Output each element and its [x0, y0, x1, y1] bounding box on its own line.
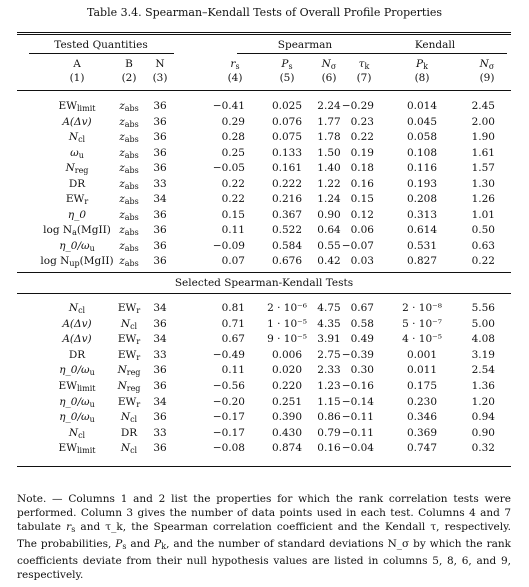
table-caption: Table 3.4. Spearman–Kendall Tests of Overall Profile Properties — [86, 6, 443, 19]
cell-kendall-tau: 0.67 — [350, 302, 374, 314]
cell-kendall-tau: 0.18 — [350, 162, 374, 174]
cell-quantity-a: A(Δv) — [62, 333, 92, 346]
cell-quantity-a: $N_{cl}$ — [68, 302, 86, 315]
cell-kendall-nsigma: 4.08 — [471, 333, 495, 346]
cell-kendall-p: 0.175 — [406, 380, 438, 392]
cell-n: 34 — [153, 302, 167, 314]
cell-n: 36 — [153, 100, 167, 112]
cell-spearman-r: 0.25 — [221, 146, 245, 159]
column-number-4: (4) — [227, 72, 243, 84]
top-rule — [17, 32, 511, 33]
cell-kendall-nsigma: 5.00 — [471, 317, 495, 330]
cell-kendall-tau: 0.16 — [350, 177, 374, 190]
cell-n: 33 — [153, 348, 167, 361]
cell-n: 34 — [153, 193, 167, 205]
cell-quantity-a: $EW_{limit}$ — [58, 442, 96, 456]
cell-kendall-p: 0.230 — [406, 395, 438, 408]
cell-kendall-p: 0.747 — [406, 442, 438, 455]
cell-kendall-p: 0.827 — [406, 255, 438, 267]
group-kendall: Kendall — [414, 39, 456, 51]
group-underline-kendall — [362, 53, 507, 54]
cell-spearman-nsigma: 0.86 — [317, 411, 341, 424]
cell-spearman-nsigma: 0.79 — [317, 426, 341, 439]
cell-n: 36 — [153, 442, 167, 455]
cell-quantity-b: $EW_r$ — [117, 395, 141, 409]
cell-spearman-r: 0.67 — [221, 333, 245, 346]
cell-n: 36 — [153, 411, 167, 424]
cell-quantity-a: $EW_{limit}$ — [58, 380, 96, 393]
cell-spearman-r: 0.22 — [221, 177, 245, 190]
cell-kendall-p: 0.614 — [406, 224, 438, 236]
cell-spearman-p: 0.430 — [271, 426, 303, 439]
cell-kendall-nsigma: 0.50 — [471, 224, 495, 236]
cell-quantity-b: $z_{abs}$ — [119, 177, 139, 191]
cell-kendall-tau: 0.15 — [350, 193, 374, 205]
cell-spearman-r: −0.49 — [212, 348, 245, 361]
cell-spearman-p: 0.367 — [271, 208, 303, 221]
cell-kendall-tau: 0.22 — [350, 131, 374, 143]
cell-spearman-nsigma: 3.91 — [317, 333, 341, 346]
cell-kendall-p: 0.108 — [406, 146, 438, 159]
cell-spearman-r: 0.28 — [221, 131, 245, 143]
cell-spearman-p: 9 · 10⁻⁵ — [267, 333, 307, 346]
cell-kendall-tau: 0.58 — [350, 317, 374, 330]
table-note: Note. — Columns 1 and 2 list the properties for which the rank correlation tests were performed. Column 3 gives the number of data points used in each test. Columns 4 and 7 tabulate $r_s$ and τ_k, the Spearman correlation coefficient and the Kendall τ, respectively. The probabilities, $P_s$ and $P_k$, and the number of standard deviations N_σ by which the rank coefficients deviate from their null hypothesis values are listed in columns 5, 8, 6, and 9, respectively. — [17, 493, 512, 581]
cell-quantity-b: $z_{abs}$ — [119, 162, 139, 175]
cell-spearman-r: 0.11 — [221, 364, 245, 377]
cell-spearman-p: 0.390 — [271, 411, 303, 424]
cell-quantity-a: $\eta\_0/\omega_u$ — [59, 411, 95, 425]
cell-kendall-tau: −0.14 — [341, 395, 374, 408]
cell-quantity-b: $EW_r$ — [117, 333, 141, 347]
cell-quantity-a: $N_{cl}$ — [68, 426, 86, 440]
cell-quantity-b: $z_{abs}$ — [119, 100, 139, 113]
cell-spearman-nsigma: 1.24 — [317, 193, 341, 205]
cell-n: 36 — [153, 131, 167, 143]
cell-spearman-nsigma: 1.15 — [317, 395, 341, 408]
cell-spearman-p: 0.874 — [271, 442, 303, 455]
header-rule — [17, 90, 511, 91]
cell-quantity-b: $N_{reg}$ — [117, 380, 141, 393]
cell-kendall-nsigma: 1.26 — [471, 193, 495, 205]
cell-quantity-a: DR — [68, 177, 86, 190]
cell-kendall-nsigma: 2.54 — [471, 364, 495, 377]
column-number-5: (5) — [279, 72, 295, 84]
cell-spearman-r: 0.07 — [221, 255, 245, 267]
cell-spearman-nsigma: 0.55 — [317, 239, 341, 252]
cell-spearman-nsigma: 0.64 — [317, 224, 341, 236]
cell-spearman-r: −0.41 — [212, 100, 245, 112]
cell-kendall-nsigma: 5.56 — [471, 302, 495, 314]
cell-spearman-nsigma: 1.40 — [317, 162, 341, 174]
cell-kendall-p: 0.346 — [406, 411, 438, 424]
cell-kendall-p: 0.001 — [406, 348, 438, 361]
cell-quantity-a: $\log N_{up}(MgII)$ — [40, 255, 114, 268]
cell-quantity-b: $z_{abs}$ — [119, 146, 139, 160]
column-symbol-9: $N_\sigma$ — [479, 58, 495, 71]
cell-kendall-nsigma: 1.30 — [471, 177, 495, 190]
column-number-8: (8) — [414, 72, 430, 84]
cell-quantity-b: $z_{abs}$ — [119, 208, 139, 222]
cell-n: 36 — [153, 255, 167, 267]
column-number-3: (3) — [152, 72, 168, 84]
cell-spearman-p: 0.025 — [271, 100, 303, 112]
cell-quantity-a: $\eta\_0/\omega_u$ — [59, 239, 95, 253]
cell-spearman-p: 0.076 — [271, 115, 303, 128]
cell-spearman-nsigma: 0.42 — [317, 255, 341, 267]
cell-quantity-a: A(Δv) — [62, 317, 92, 330]
cell-spearman-r: 0.22 — [221, 193, 245, 205]
cell-spearman-nsigma: 1.77 — [317, 115, 341, 128]
cell-kendall-p: 2 · 10⁻⁸ — [402, 302, 442, 314]
cell-spearman-p: 0.161 — [271, 162, 303, 174]
cell-quantity-b: $z_{abs}$ — [119, 239, 139, 253]
cell-kendall-tau: −0.07 — [341, 239, 374, 252]
cell-spearman-r: −0.17 — [212, 411, 245, 424]
cell-spearman-r: 0.11 — [221, 224, 245, 236]
column-symbol-4: $r_s$ — [230, 58, 240, 71]
cell-kendall-tau: 0.03 — [350, 255, 374, 267]
section-rule-top — [17, 272, 511, 273]
cell-spearman-r: −0.09 — [212, 239, 245, 252]
cell-quantity-b: $N_{cl}$ — [120, 442, 138, 456]
cell-kendall-nsigma: 2.45 — [471, 100, 495, 112]
cell-spearman-nsigma: 2.75 — [317, 348, 341, 361]
column-symbol-1: A — [73, 58, 81, 70]
cell-n: 36 — [153, 239, 167, 252]
cell-spearman-nsigma: 0.16 — [317, 442, 341, 455]
cell-quantity-b: $N_{cl}$ — [120, 317, 138, 331]
cell-n: 36 — [153, 162, 167, 174]
cell-quantity-b: DR — [120, 426, 138, 439]
column-number-1: (1) — [69, 72, 85, 84]
top-rule-double — [17, 34, 511, 35]
cell-spearman-r: 0.29 — [221, 115, 245, 128]
cell-quantity-b: $z_{abs}$ — [119, 193, 139, 206]
cell-spearman-nsigma: 1.23 — [317, 380, 341, 392]
cell-n: 36 — [153, 317, 167, 330]
group-underline-tested — [29, 53, 174, 54]
cell-spearman-p: 2 · 10⁻⁶ — [267, 302, 307, 314]
section-rule-bottom — [17, 293, 511, 294]
cell-kendall-nsigma: 1.36 — [471, 380, 495, 392]
cell-spearman-p: 0.006 — [271, 348, 303, 361]
cell-spearman-nsigma: 1.22 — [317, 177, 341, 190]
cell-quantity-a: $N_{cl}$ — [68, 131, 86, 144]
cell-kendall-nsigma: 0.32 — [471, 442, 495, 455]
cell-kendall-tau: −0.29 — [341, 100, 374, 112]
cell-kendall-p: 4 · 10⁻⁵ — [402, 333, 442, 346]
group-tested-quantities: Tested Quantities — [54, 39, 148, 51]
cell-spearman-r: 0.15 — [221, 208, 245, 221]
column-symbol-5: $P_s$ — [281, 58, 293, 71]
cell-n: 36 — [153, 380, 167, 392]
cell-spearman-p: 0.251 — [271, 395, 303, 408]
cell-kendall-tau: 0.06 — [350, 224, 374, 236]
cell-spearman-p: 0.020 — [271, 364, 303, 377]
cell-kendall-tau: 0.23 — [350, 115, 374, 128]
cell-spearman-r: 0.81 — [221, 302, 245, 314]
cell-n: 36 — [153, 364, 167, 377]
cell-quantity-b: $N_{reg}$ — [117, 364, 141, 378]
cell-kendall-nsigma: 2.00 — [471, 115, 495, 128]
cell-spearman-r: −0.20 — [212, 395, 245, 408]
cell-kendall-nsigma: 3.19 — [471, 348, 495, 361]
cell-kendall-tau: 0.49 — [350, 333, 374, 346]
cell-quantity-a: $EW_{limit}$ — [58, 100, 96, 113]
bottom-rule — [17, 466, 511, 467]
cell-kendall-p: 0.045 — [406, 115, 438, 128]
cell-quantity-a: $\eta\_0/\omega_u$ — [59, 364, 95, 378]
cell-n: 34 — [153, 395, 167, 408]
cell-kendall-nsigma: 0.63 — [471, 239, 495, 252]
cell-quantity-b: $z_{abs}$ — [119, 224, 139, 237]
cell-quantity-b: $EW_r$ — [117, 348, 141, 362]
column-number-7: (7) — [356, 72, 372, 84]
cell-spearman-p: 0.133 — [271, 146, 303, 159]
group-spearman: Spearman — [277, 39, 333, 51]
cell-kendall-p: 0.014 — [406, 100, 438, 112]
cell-kendall-tau: −0.39 — [341, 348, 374, 361]
section-title-selected: Selected Spearman-Kendall Tests — [174, 277, 354, 289]
cell-spearman-r: −0.05 — [212, 162, 245, 174]
cell-spearman-p: 0.075 — [271, 131, 303, 143]
cell-kendall-p: 0.058 — [406, 131, 438, 143]
cell-spearman-nsigma: 1.78 — [317, 131, 341, 143]
cell-kendall-nsigma: 0.90 — [471, 426, 495, 439]
cell-kendall-tau: −0.16 — [341, 380, 374, 392]
cell-quantity-a: A(Δv) — [62, 115, 92, 128]
cell-quantity-a: η_0 — [67, 208, 87, 221]
column-symbol-8: $P_k$ — [416, 58, 428, 71]
cell-n: 36 — [153, 146, 167, 159]
cell-spearman-p: 0.216 — [271, 193, 303, 205]
column-symbol-2: B — [125, 58, 133, 70]
cell-kendall-tau: 0.12 — [350, 208, 374, 221]
cell-quantity-b: $EW_r$ — [117, 302, 141, 315]
cell-spearman-p: 0.222 — [271, 177, 303, 190]
cell-spearman-r: −0.08 — [212, 442, 245, 455]
cell-spearman-nsigma: 4.35 — [317, 317, 341, 330]
cell-kendall-p: 0.313 — [406, 208, 438, 221]
cell-kendall-p: 0.369 — [406, 426, 438, 439]
cell-spearman-nsigma: 0.90 — [317, 208, 341, 221]
cell-n: 36 — [153, 115, 167, 128]
cell-spearman-nsigma: 2.24 — [317, 100, 341, 112]
column-number-6: (6) — [321, 72, 337, 84]
cell-kendall-tau: 0.30 — [350, 364, 374, 377]
cell-n: 33 — [153, 426, 167, 439]
cell-kendall-nsigma: 1.20 — [471, 395, 495, 408]
cell-kendall-nsigma: 1.57 — [471, 162, 495, 174]
cell-quantity-a: $\eta\_0/\omega_u$ — [59, 395, 95, 409]
cell-kendall-p: 0.208 — [406, 193, 438, 205]
column-symbol-7: $\tau_k$ — [358, 58, 370, 71]
cell-kendall-p: 5 · 10⁻⁷ — [402, 317, 442, 330]
cell-kendall-p: 0.531 — [406, 239, 438, 252]
group-underline-spearman — [237, 53, 367, 54]
cell-quantity-b: $N_{cl}$ — [120, 411, 138, 425]
cell-quantity-a: $EW_r$ — [65, 193, 89, 206]
cell-kendall-tau: −0.04 — [341, 442, 374, 455]
cell-quantity-a: $N_{reg}$ — [65, 162, 89, 175]
cell-spearman-r: −0.17 — [212, 426, 245, 439]
cell-spearman-r: 0.71 — [221, 317, 245, 330]
cell-quantity-a: DR — [68, 348, 86, 361]
cell-quantity-a: $\omega_u$ — [70, 146, 84, 160]
cell-quantity-a: $\log N_a(MgII)$ — [43, 224, 111, 237]
cell-kendall-nsigma: 1.01 — [471, 208, 495, 221]
cell-kendall-nsigma: 1.61 — [471, 146, 495, 159]
cell-n: 36 — [153, 208, 167, 221]
column-symbol-6: $N_\sigma$ — [321, 58, 337, 71]
column-number-2: (2) — [121, 72, 137, 84]
cell-n: 34 — [153, 333, 167, 346]
cell-kendall-p: 0.011 — [406, 364, 438, 377]
cell-kendall-p: 0.116 — [406, 162, 438, 174]
cell-spearman-p: 0.676 — [271, 255, 303, 267]
cell-n: 36 — [153, 224, 167, 236]
cell-quantity-b: $z_{abs}$ — [119, 255, 139, 268]
cell-spearman-r: −0.56 — [212, 380, 245, 392]
cell-kendall-nsigma: 0.94 — [471, 411, 495, 424]
cell-kendall-tau: 0.19 — [350, 146, 374, 159]
column-number-9: (9) — [479, 72, 495, 84]
cell-n: 33 — [153, 177, 167, 190]
cell-spearman-p: 0.522 — [271, 224, 303, 236]
cell-spearman-p: 1 · 10⁻⁵ — [267, 317, 307, 330]
cell-quantity-b: $z_{abs}$ — [119, 115, 139, 129]
column-symbol-3: N — [155, 58, 165, 70]
cell-spearman-p: 0.220 — [271, 380, 303, 392]
cell-kendall-nsigma: 0.22 — [471, 255, 495, 267]
cell-kendall-p: 0.193 — [406, 177, 438, 190]
cell-spearman-nsigma: 2.33 — [317, 364, 341, 377]
cell-kendall-tau: −0.11 — [341, 411, 374, 424]
cell-quantity-b: $z_{abs}$ — [119, 131, 139, 144]
cell-kendall-tau: −0.11 — [341, 426, 374, 439]
cell-spearman-p: 0.584 — [271, 239, 303, 252]
cell-spearman-nsigma: 4.75 — [317, 302, 341, 314]
cell-kendall-nsigma: 1.90 — [471, 131, 495, 143]
cell-spearman-nsigma: 1.50 — [317, 146, 341, 159]
